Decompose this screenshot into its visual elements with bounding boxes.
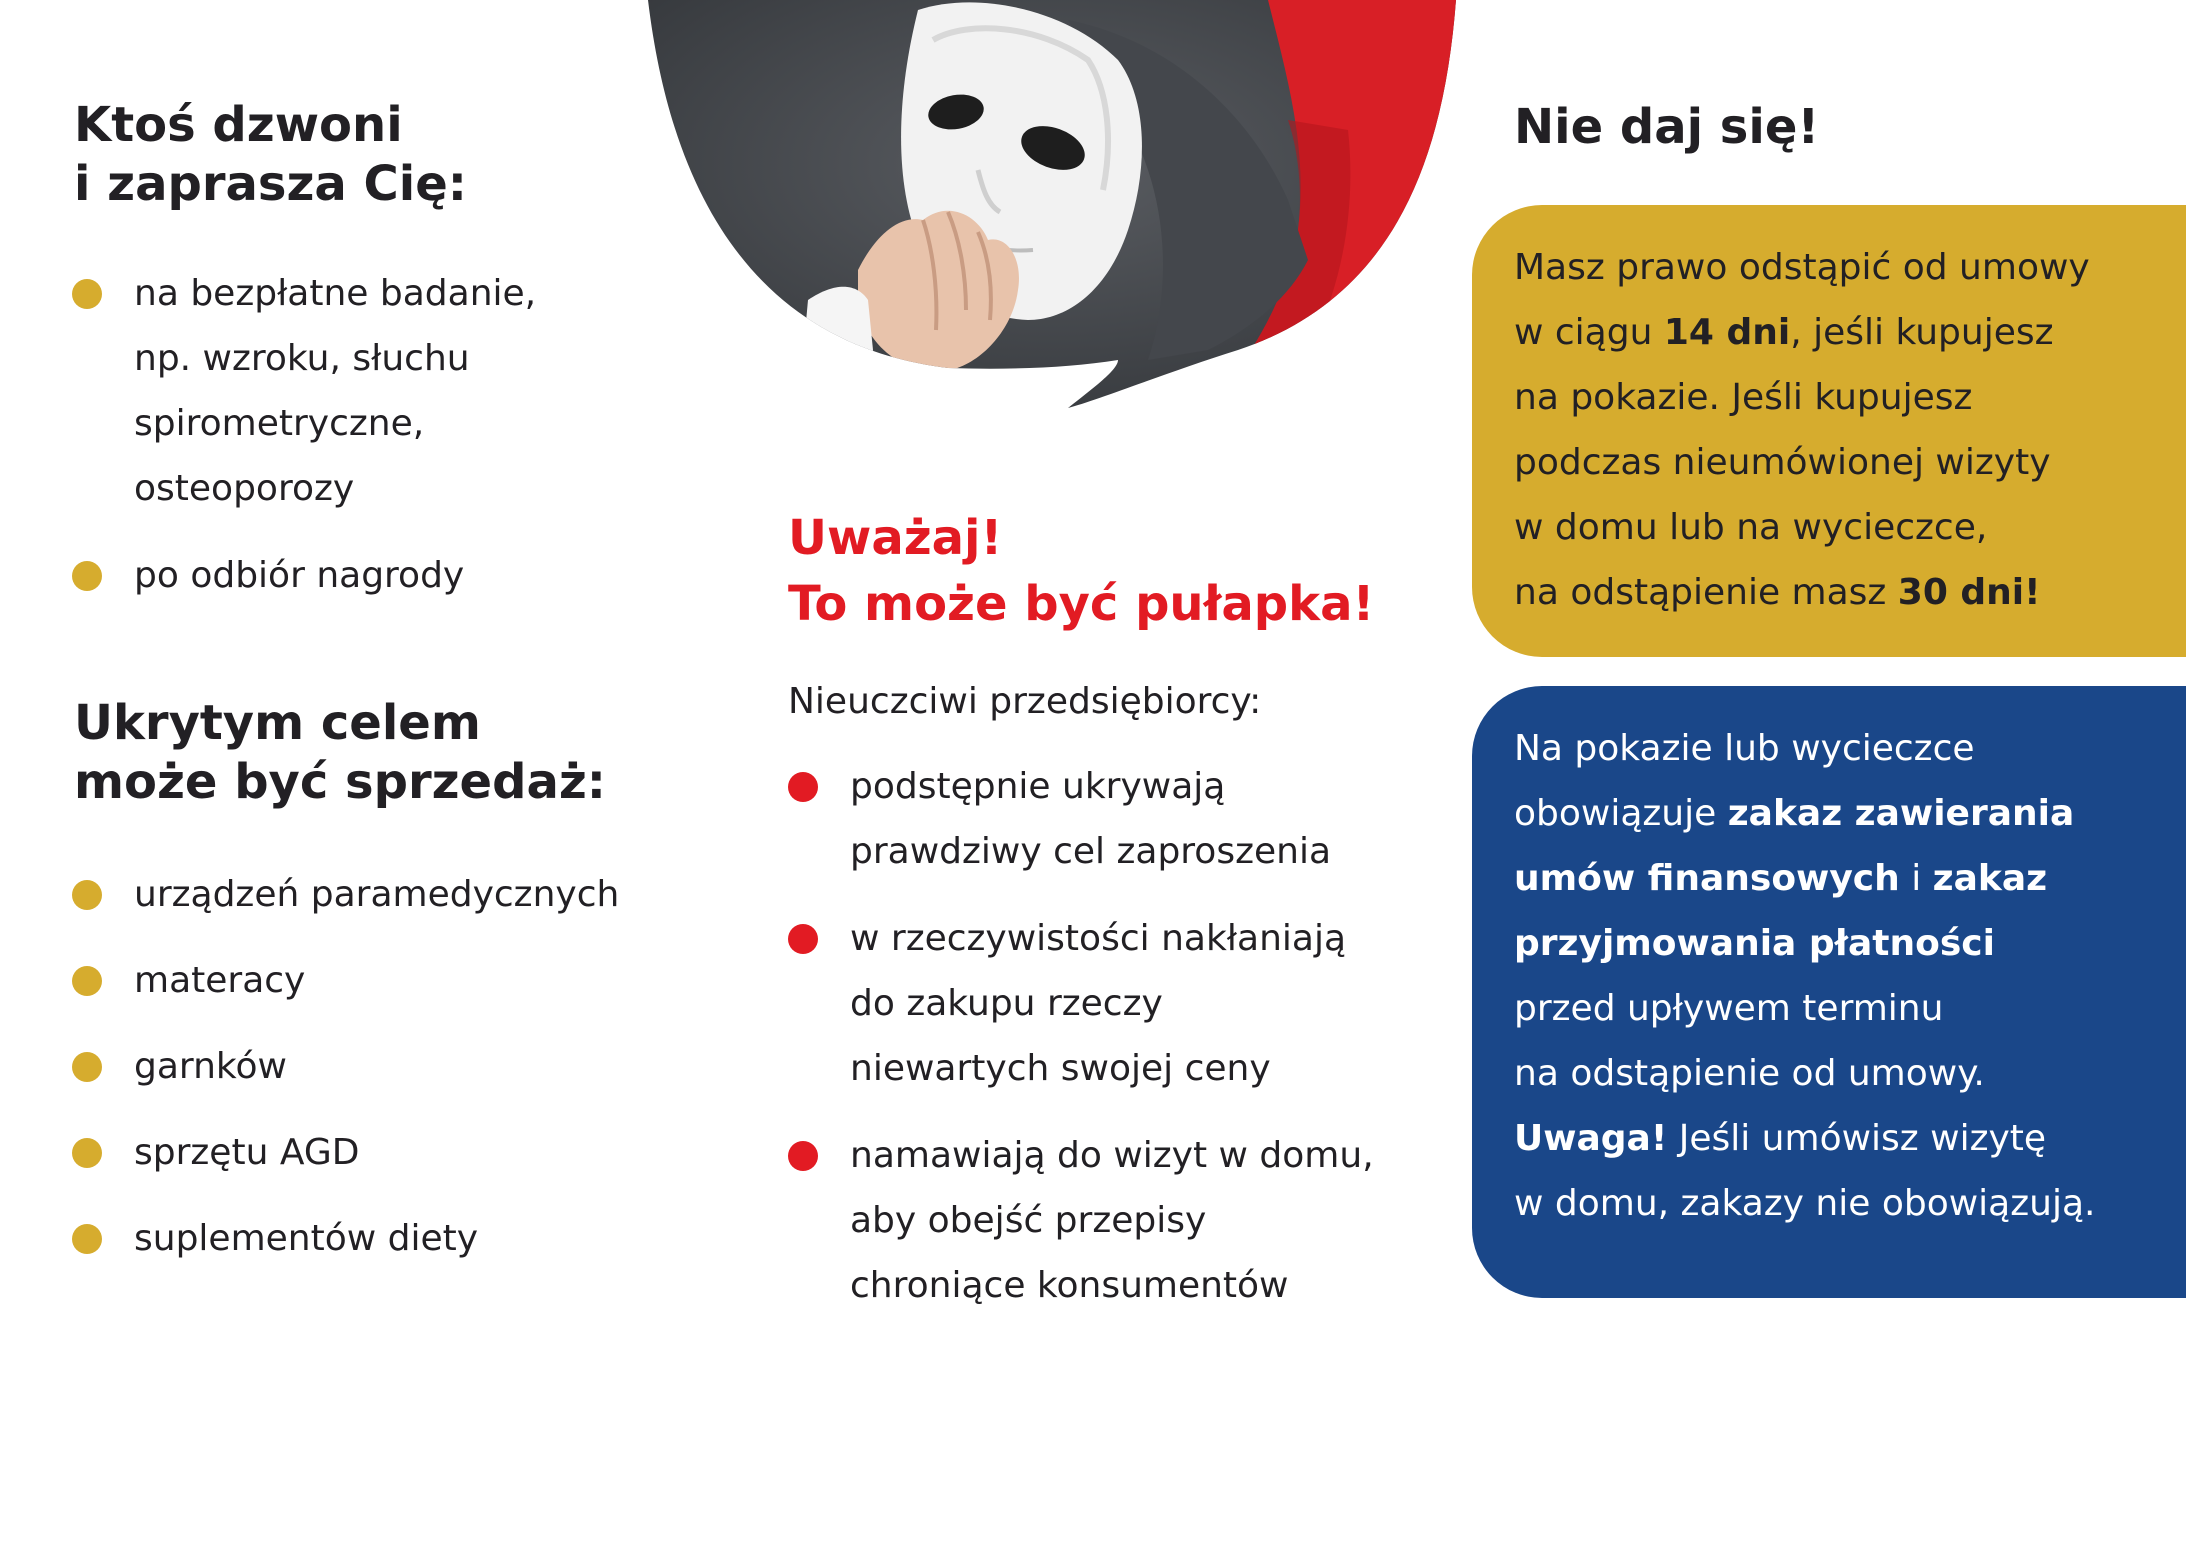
- withdrawal-right-box: Masz prawo odstąpić od umowy w ciągu 14 dni, jeśli kupujesz na pokazie. Jeśli kupujesz podczas nieumówionej wizyty w domu lub na wycieczce, na odstąpienie masz 30 dni!: [1472, 205, 2186, 657]
- bullet-icon: [72, 966, 102, 996]
- heading-invitation: Ktoś dzwoni i zaprasza Cię:: [74, 97, 467, 212]
- sale-items-list: [72, 862, 672, 1271]
- bullet-icon: [788, 924, 818, 954]
- invitation-list: [72, 261, 672, 608]
- bullet-icon: [72, 1138, 102, 1168]
- dishonest-traders-lead: Nieuczciwi przedsiębiorcy:: [788, 681, 1262, 722]
- warning-heading: Uważaj! To może być pułapka!: [788, 510, 1375, 632]
- list-item: namawiają do wizyt w domu, aby obejść przepisy chroniące konsumentów: [788, 1123, 1428, 1318]
- bullet-icon: [72, 1224, 102, 1254]
- heading-hidden-goal: Ukrytym celem może być sprzedaż:: [74, 695, 606, 810]
- list-item: materacy: [72, 948, 672, 1013]
- bullet-icon: [72, 1052, 102, 1082]
- list-item: po odbiór nagrody: [72, 543, 672, 608]
- list-item: podstępnie ukrywają prawdziwy cel zaproszenia: [788, 754, 1428, 884]
- list-item: sprzętu AGD: [72, 1120, 672, 1185]
- list-item: na bezpłatne badanie, np. wzroku, słuchu spirometryczne, osteoporozy: [72, 261, 672, 521]
- bullet-icon: [72, 279, 102, 309]
- list-item: urządzeń paramedycznych: [72, 862, 672, 927]
- bullet-icon: [788, 1141, 818, 1171]
- heading-dont-give-in: Nie daj się!: [1514, 99, 1820, 155]
- ban-info-box: Na pokazie lub wycieczce obowiązuje zakaz zawierania umów finansowych i zakaz przyjmowania płatności przed upływem terminu na odstąpienie od umowy. Uwaga! Jeśli umówisz wizytę w domu, zakazy nie obowiązują.: [1472, 686, 2186, 1298]
- bullet-icon: [72, 880, 102, 910]
- tactics-list: [788, 754, 1428, 1318]
- bullet-icon: [72, 561, 102, 591]
- list-item: suplementów diety: [72, 1206, 672, 1271]
- masked-person-photo: [648, 0, 1456, 410]
- list-item: garnków: [72, 1034, 672, 1099]
- bullet-icon: [788, 772, 818, 802]
- list-item: w rzeczywistości nakłaniają do zakupu rzeczy niewartych swojej ceny: [788, 906, 1428, 1101]
